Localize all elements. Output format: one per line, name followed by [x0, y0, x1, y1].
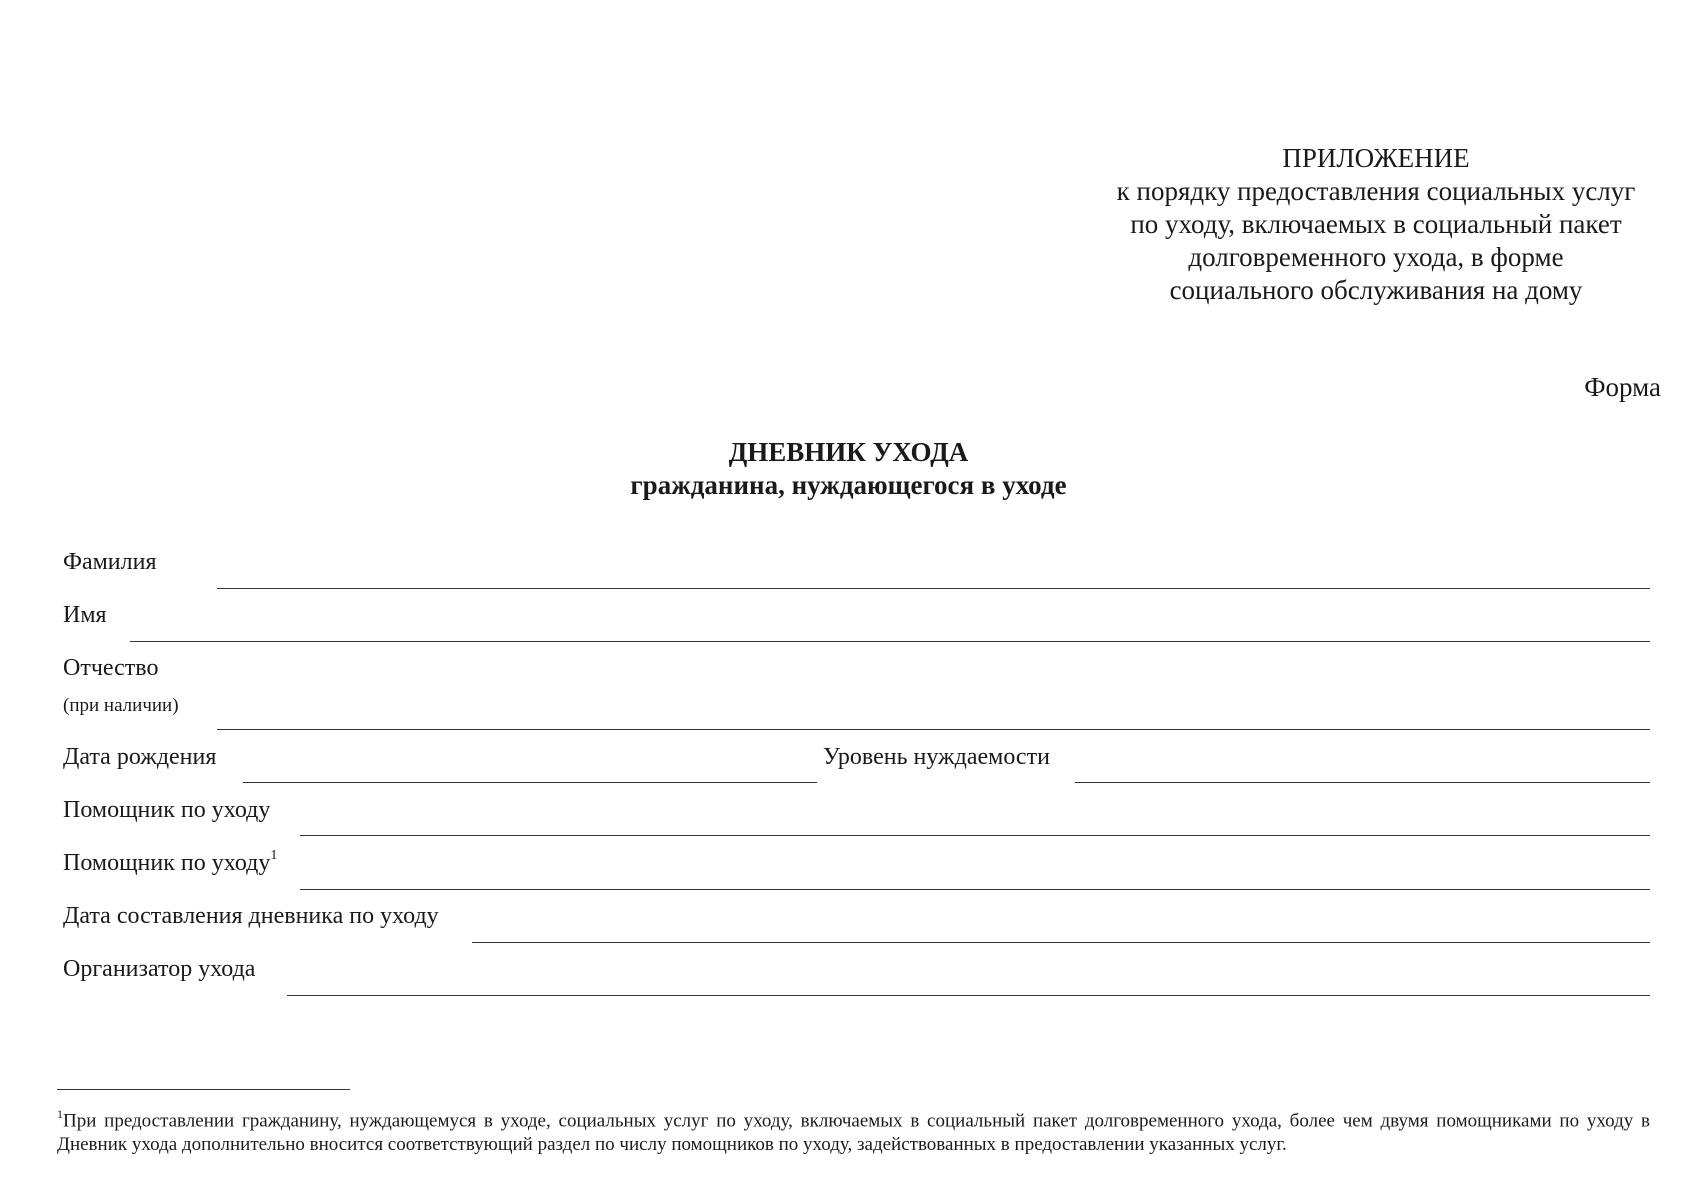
care-assistant-label: Помощник по уходу: [63, 797, 271, 823]
care-assistant-second-field[interactable]: [300, 889, 1650, 890]
footnote-separator: [57, 1089, 350, 1090]
care-assistant-field[interactable]: [300, 835, 1650, 836]
appendix-header: [1085, 142, 1667, 307]
name-field[interactable]: [130, 641, 1650, 642]
surname-field[interactable]: [217, 588, 1650, 589]
appendix-line: по уходу, включаемых в социальный пакет: [1130, 209, 1622, 239]
care-assistant-second-label-text: Помощник по уходу: [63, 850, 271, 876]
footnote: [57, 1103, 1650, 1157]
care-organizer-field[interactable]: [287, 995, 1650, 996]
appendix-line: к порядку предоставления социальных услуг: [1116, 176, 1636, 206]
document-subtitle: гражданина, нуждающегося в уходе: [630, 470, 1067, 500]
patronymic-field[interactable]: [217, 729, 1650, 730]
footnote-mark: 1: [57, 1107, 63, 1121]
footnote-reference: 1: [270, 848, 278, 863]
appendix-title: ПРИЛОЖЕНИЕ: [1282, 143, 1470, 173]
care-assistant-second-label: [63, 850, 277, 877]
care-organizer-label: Организатор ухода: [63, 956, 256, 982]
surname-label: Фамилия: [63, 549, 157, 575]
appendix-line: социального обслуживания на дому: [1169, 275, 1583, 305]
patronymic-note: (при наличии): [63, 695, 179, 716]
document-title-block: [0, 436, 1697, 502]
birth-date-label: Дата рождения: [63, 744, 217, 770]
appendix-line: долговременного ухода, в форме: [1188, 242, 1564, 272]
need-level-label: Уровень нуждаемости: [823, 744, 1050, 770]
name-label: Имя: [63, 602, 107, 628]
document-title: ДНЕВНИК УХОДА: [728, 437, 969, 467]
diary-date-field[interactable]: [472, 942, 1650, 943]
form-label: Форма: [1584, 372, 1661, 402]
diary-date-label: Дата составления дневника по уходу: [63, 903, 439, 929]
patronymic-label: Отчество: [63, 655, 159, 681]
footnote-text: При предоставлении гражданину, нуждающемуся в уходе, социальных услуг по уходу, включаемых в социальный пакет долговременного ухода, более чем двумя помощниками по уходу в Дневник ухода дополнительно вносится соответствующий раздел по числу помощников по уходу, задействованных в предоставлении указанных услуг.: [57, 1110, 1650, 1156]
birth-date-field[interactable]: [243, 782, 817, 783]
need-level-field[interactable]: [1075, 782, 1650, 783]
